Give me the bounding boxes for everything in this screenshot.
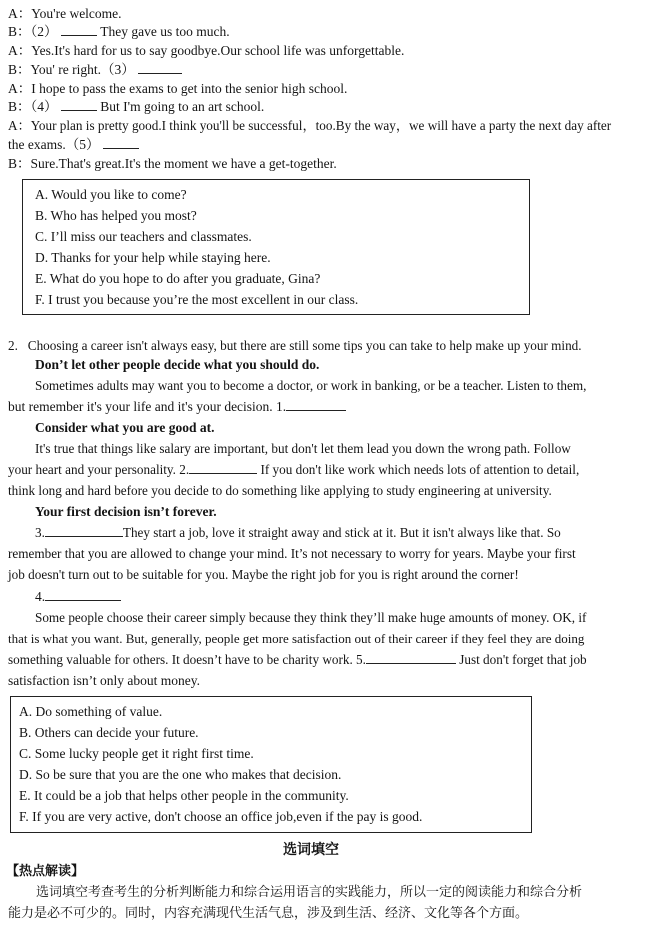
passage-blank-2[interactable] (189, 461, 257, 474)
passage-heading-3: Your first decision isn’t forever. (35, 504, 217, 519)
passage-heading-4: 4. (35, 588, 121, 606)
passage-blank-4[interactable] (45, 588, 121, 601)
dialogue-line-4: B：You' re right.（3） (8, 61, 182, 79)
hot-text-2: 能力是必不可少的。同时，内容充满现代生活气息，涉及到生活、经济、文化等各个方面。 (8, 906, 529, 921)
passage-p2b: your heart and your personality. 2. If you don't like work which needs lots of attention to detail, (8, 462, 580, 477)
passage-p3a: 3. They start a job, love it straight away and stick at it. But it isn't always like that. So (35, 525, 561, 540)
passage-p1a: Sometimes adults may want you to become a doctor, or work in banking, or be a teacher. Listen to them, (35, 378, 587, 393)
option-c[interactable]: C. I’ll miss our teachers and classmates. (35, 229, 252, 244)
option2-f[interactable]: F. If you are very active, don't choose an office job,even if the pay is good. (19, 809, 423, 824)
dialogue-line-3: A：Yes.It's hard for us to say goodbye.Our school life was unforgettable. (8, 43, 405, 58)
passage-p2a: It's true that things like salary are important, but don't let them lead you down the wrong path. Follow (35, 441, 571, 456)
option-e[interactable]: E. What do you hope to do after you graduate, Gina? (35, 271, 321, 286)
dialogue-line-6: B：（4） But I'm going to an art school. (8, 99, 265, 114)
dialogue-line-8: the exams.（5） (8, 136, 139, 154)
option2-a[interactable]: A. Do something of value. (19, 704, 163, 719)
hot-text-1: 选词填空考查考生的分析判断能力和综合运用语言的实践能力，所以一定的阅读能力和综合分析 (36, 885, 583, 900)
option2-e[interactable]: E. It could be a job that helps other people in the community. (19, 788, 349, 803)
passage-p4a: Some people choose their career simply because they think they’ll make huge amounts of money. OK, if (35, 610, 587, 625)
passage-heading-2: Consider what you are good at. (35, 420, 215, 435)
option-f[interactable]: F. I trust you because you’re the most excellent in our class. (35, 292, 359, 307)
dialogue-line-1: A：You're welcome. (8, 6, 122, 21)
passage-blank-5[interactable] (366, 651, 456, 664)
dialogue-line-2: B：（2） They gave us too much. (8, 24, 230, 39)
options-box-2 (10, 696, 532, 833)
passage-blank-1[interactable] (286, 398, 346, 411)
dialogue-line-5: A：I hope to pass the exams to get into the senior high school. (8, 81, 348, 96)
answer-blank-5[interactable] (103, 136, 139, 149)
section-title: 选词填空 (283, 842, 339, 858)
passage-blank-3[interactable] (45, 524, 123, 537)
passage-p2c: think long and hard before you decide to do something like applying to study engineering at university. (8, 483, 552, 498)
hot-label: 【热点解读】 (6, 864, 85, 879)
dialogue-line-7: A：Your plan is pretty good.I think you'll be successful，too.By the way，we will have a party the next day after (8, 118, 612, 133)
options-box-1 (22, 179, 530, 315)
answer-blank-3[interactable] (138, 61, 182, 74)
option-d[interactable]: D. Thanks for your help while staying here. (35, 250, 271, 265)
answer-blank-4[interactable] (61, 98, 97, 111)
dialogue-line-9: B：Sure.That's great.It's the moment we have a get-together. (8, 156, 337, 171)
passage-p3b: remember that you are allowed to change your mind. It’s not necessary to worry for years. Maybe your first (8, 546, 576, 561)
passage-p4d: satisfaction isn’t only about money. (8, 673, 200, 688)
option2-c[interactable]: C. Some lucky people get it right first time. (19, 746, 254, 761)
option2-b[interactable]: B. Others can decide your future. (19, 725, 199, 740)
option-a[interactable]: A. Would you like to come? (35, 187, 187, 202)
passage-heading-1: Don’t let other people decide what you should do. (35, 357, 320, 372)
option-b[interactable]: B. Who has helped you most? (35, 208, 197, 223)
option2-d[interactable]: D. So be sure that you are the one who makes that decision. (19, 767, 342, 782)
passage-p4c: something valuable for others. It doesn’t have to be charity work. 5. Just don't forget that job (8, 652, 587, 667)
passage-p3c: job doesn't turn out to be suitable for you. Maybe the right job for you is right around the corner! (8, 567, 519, 582)
passage-p4b: that is what you want. But, generally, people get more satisfaction out of their career if they feel they are doing (8, 631, 585, 646)
passage-intro: 2. Choosing a career isn't always easy, but there are still some tips you can take to help make up your mind. (8, 338, 582, 353)
answer-blank-2[interactable] (61, 23, 97, 36)
passage-p1b: but remember it's your life and it's your decision. 1. (8, 398, 346, 416)
